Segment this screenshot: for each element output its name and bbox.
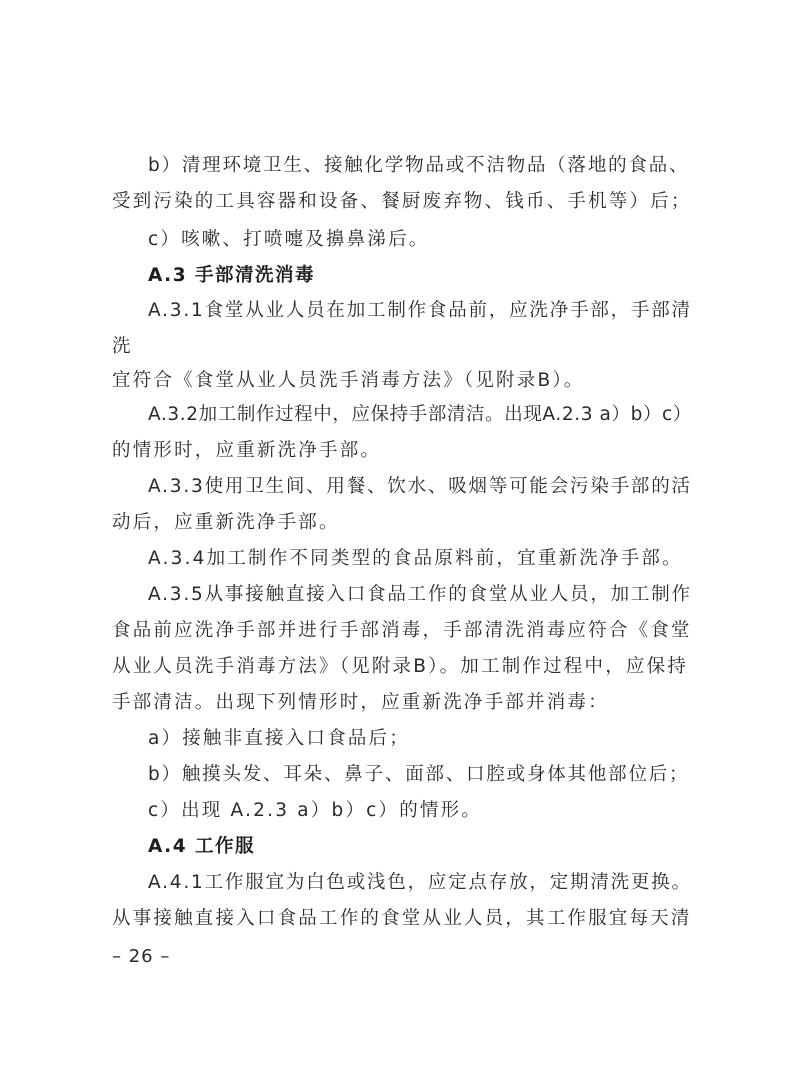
text-line-a4-1-cont: 从事接触直接入口食品工作的食堂从业人员，其工作服宜每天清 xyxy=(112,908,692,929)
text-line-contaminated-tools: 受到污染的工具容器和设备、餐厨废弃物、钱币、手机等）后； xyxy=(112,191,692,212)
text-line-c-cough: c）咳嗽、打喷嚏及擤鼻涕后。 xyxy=(148,229,430,250)
section-heading-a3: A.3 手部清洗消毒 xyxy=(148,265,316,286)
text-line-a-touch: a）接触非直接入口食品后； xyxy=(148,728,410,749)
text-line-a3-2-cont: 的情形时，应重新洗净手部。 xyxy=(112,440,382,461)
text-line-b-cleaning: b）清理环境卫生、接触化学物品或不洁物品（落地的食品、 xyxy=(148,155,690,176)
text-line-a3-5-cont3: 手部清洁。出现下列情形时，应重新洗净手部并消毒： xyxy=(112,692,609,713)
text-line-a3-3-cont: 动后，应重新洗净手部。 xyxy=(112,512,340,533)
text-line-a3-1-wrap: 洗 xyxy=(112,336,133,357)
text-line-c-occur: c）出现 A.2.3 a）b）c）的情形。 xyxy=(148,800,483,821)
text-line-a4-1: A.4.1工作服宜为白色或浅色，应定点存放，定期清洗更换。 xyxy=(148,872,692,893)
text-line-a3-1: A.3.1食堂从业人员在加工制作食品前，应洗净手部，手部清 xyxy=(148,300,692,321)
text-line-a3-1-cont: 宜符合《食堂从业人员洗手消毒方法》（见附录B）。 xyxy=(112,370,585,391)
section-heading-a4: A.4 工作服 xyxy=(148,836,256,857)
text-line-a3-2: A.3.2加工制作过程中，应保持手部清洁。出现A.2.3 a）b）c） xyxy=(148,404,692,425)
page-number: – 26 – xyxy=(112,946,171,967)
text-line-a3-5-cont2: 从业人员洗手消毒方法》（见附录B）。加工制作过程中，应保持 xyxy=(112,656,688,677)
text-line-a3-4: A.3.4加工制作不同类型的食品原料前，宜重新洗净手部。 xyxy=(148,548,683,569)
text-line-a3-5-cont1: 食品前应洗净手部并进行手部消毒，手部清洗消毒应符合《食堂 xyxy=(112,620,692,641)
text-line-a3-3: A.3.3使用卫生间、用餐、饮水、吸烟等可能会污染手部的活 xyxy=(148,476,692,497)
text-line-a3-5: A.3.5从事接触直接入口食品工作的食堂从业人员，加工制作 xyxy=(148,584,692,605)
text-line-b-touch-hair: b）触摸头发、耳朵、鼻子、面部、口腔或身体其他部位后； xyxy=(148,764,690,785)
